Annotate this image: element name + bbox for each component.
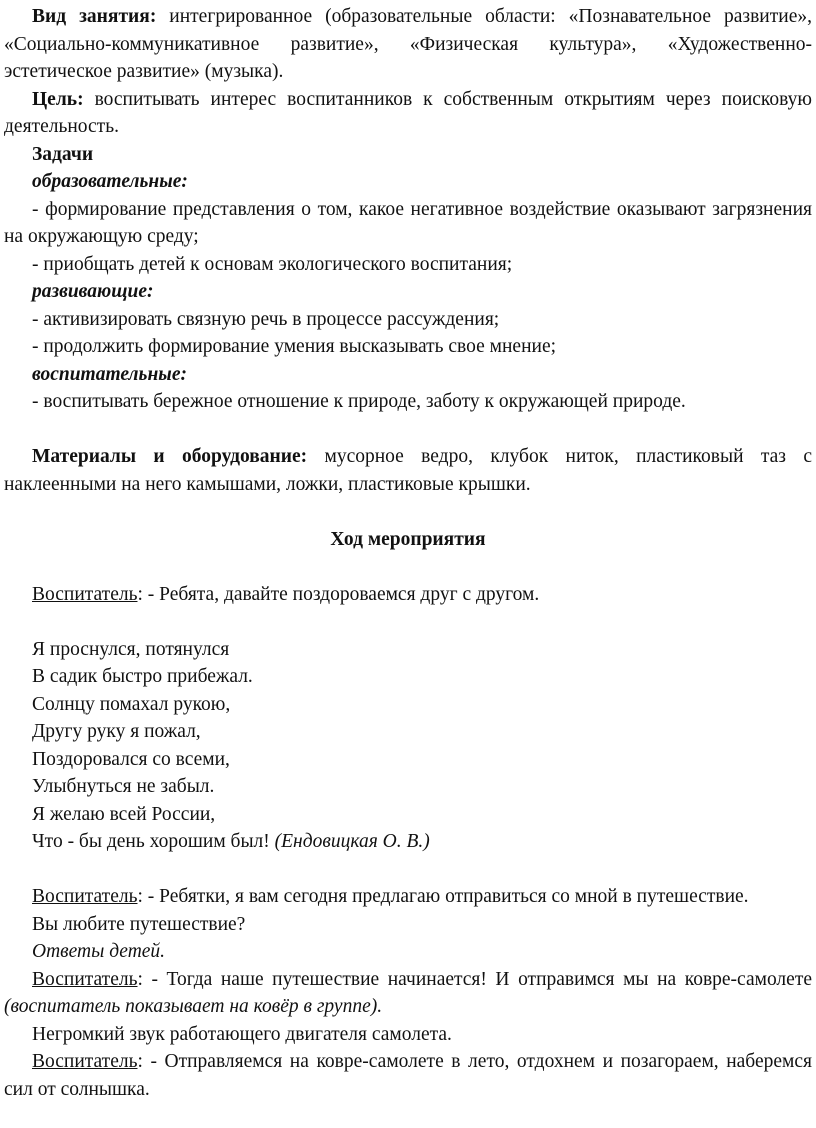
educational-heading: образовательные: [32, 171, 188, 192]
tasks-heading: Задачи [32, 143, 94, 165]
spacer [4, 498, 812, 526]
teacher-line [4, 1048, 812, 1103]
teacher-line-text: : - Отправляемся на ковре-самолете в лето, отдохнем и позагораем, наберемся сил от солнышка. [4, 1051, 812, 1100]
speaker-label: Воспитатель [32, 886, 138, 907]
poem-line: Улыбнуться не забыл. [32, 776, 215, 797]
teacher-line-text: : - Тогда наше путешествие начинается! И отправимся мы на ковре-самолете [137, 968, 812, 990]
poem-line: Солнцу помахал рукою, [32, 693, 231, 715]
speaker-label: Воспитатель [32, 968, 138, 990]
lesson-type-label: Вид занятия: [32, 6, 157, 27]
speaker-label: Воспитатель [32, 1051, 138, 1072]
spacer [4, 553, 812, 581]
spacer [4, 416, 812, 444]
spacer [4, 608, 812, 636]
stage-direction: (воспитатель показывает на ковёр в группе). [4, 996, 383, 1017]
goal-label: Цель: [32, 88, 84, 110]
poem-line: Что - бы день хорошим был! [32, 831, 275, 852]
poem [4, 636, 812, 856]
teacher-line [4, 883, 812, 911]
lesson-type-paragraph [4, 3, 812, 86]
teacher-line [4, 581, 812, 609]
lesson-type-text: интегрированное (образовательные области: «Познавательное развитие», «Социально-коммуникативное развитие», «Физическая культура», «Художественно-эстетическое развитие» (музыка). [4, 6, 812, 82]
goal-text: воспитывать интерес воспитанников к собственным открытиям через поисковую деятельность. [4, 88, 812, 137]
course-heading: Ход мероприятия [330, 528, 486, 550]
spacer [4, 856, 812, 884]
poem-line: Я проснулся, потянулся [32, 638, 230, 660]
teacher-line-text: : - Ребятки, я вам сегодня предлагаю отправиться со мной в путешествие. [137, 886, 749, 907]
upbringing-item: - воспитывать бережное отношение к природе, заботу к окружающей природе. [32, 391, 686, 412]
poem-line: Поздоровался со всеми, [32, 748, 230, 770]
materials-paragraph [4, 443, 812, 498]
teacher-line-continuation: Вы любите путешествие? [32, 913, 246, 935]
poem-line-last [32, 828, 812, 856]
materials-text: мусорное ведро, клубок ниток, пластиковый таз с наклеенными на него камышами, ложки, пластиковые крышки. [4, 446, 813, 495]
poem-line: Я желаю всей России, [32, 803, 216, 825]
educational-item: - формирование представления о том, какое негативное воздействие оказывают загрязнения на окружающую среду; [4, 198, 812, 247]
developing-item: - продолжить формирование умения высказывать свое мнение; [32, 336, 557, 357]
poem-author: (Ендовицкая О. В.) [274, 831, 430, 852]
poem-line: В садик быстро прибежал. [32, 666, 253, 687]
teacher-line-text: : - Ребята, давайте поздороваемся друг с другом. [137, 583, 540, 605]
sound-note: Негромкий звук работающего двигателя самолета. [32, 1023, 452, 1045]
speaker-label: Воспитатель [32, 583, 138, 605]
upbringing-heading: воспитательные: [32, 363, 187, 385]
developing-heading: развивающие: [32, 281, 154, 302]
poem-line: Другу руку я пожал, [32, 721, 201, 742]
educational-item: - приобщать детей к основам экологического воспитания; [32, 253, 513, 275]
materials-label: Материалы и оборудование: [32, 446, 308, 467]
developing-item: - активизировать связную речь в процессе рассуждения; [32, 308, 500, 330]
teacher-line [4, 966, 812, 1021]
goal-paragraph [4, 86, 812, 141]
children-answers: Ответы детей. [32, 941, 166, 962]
